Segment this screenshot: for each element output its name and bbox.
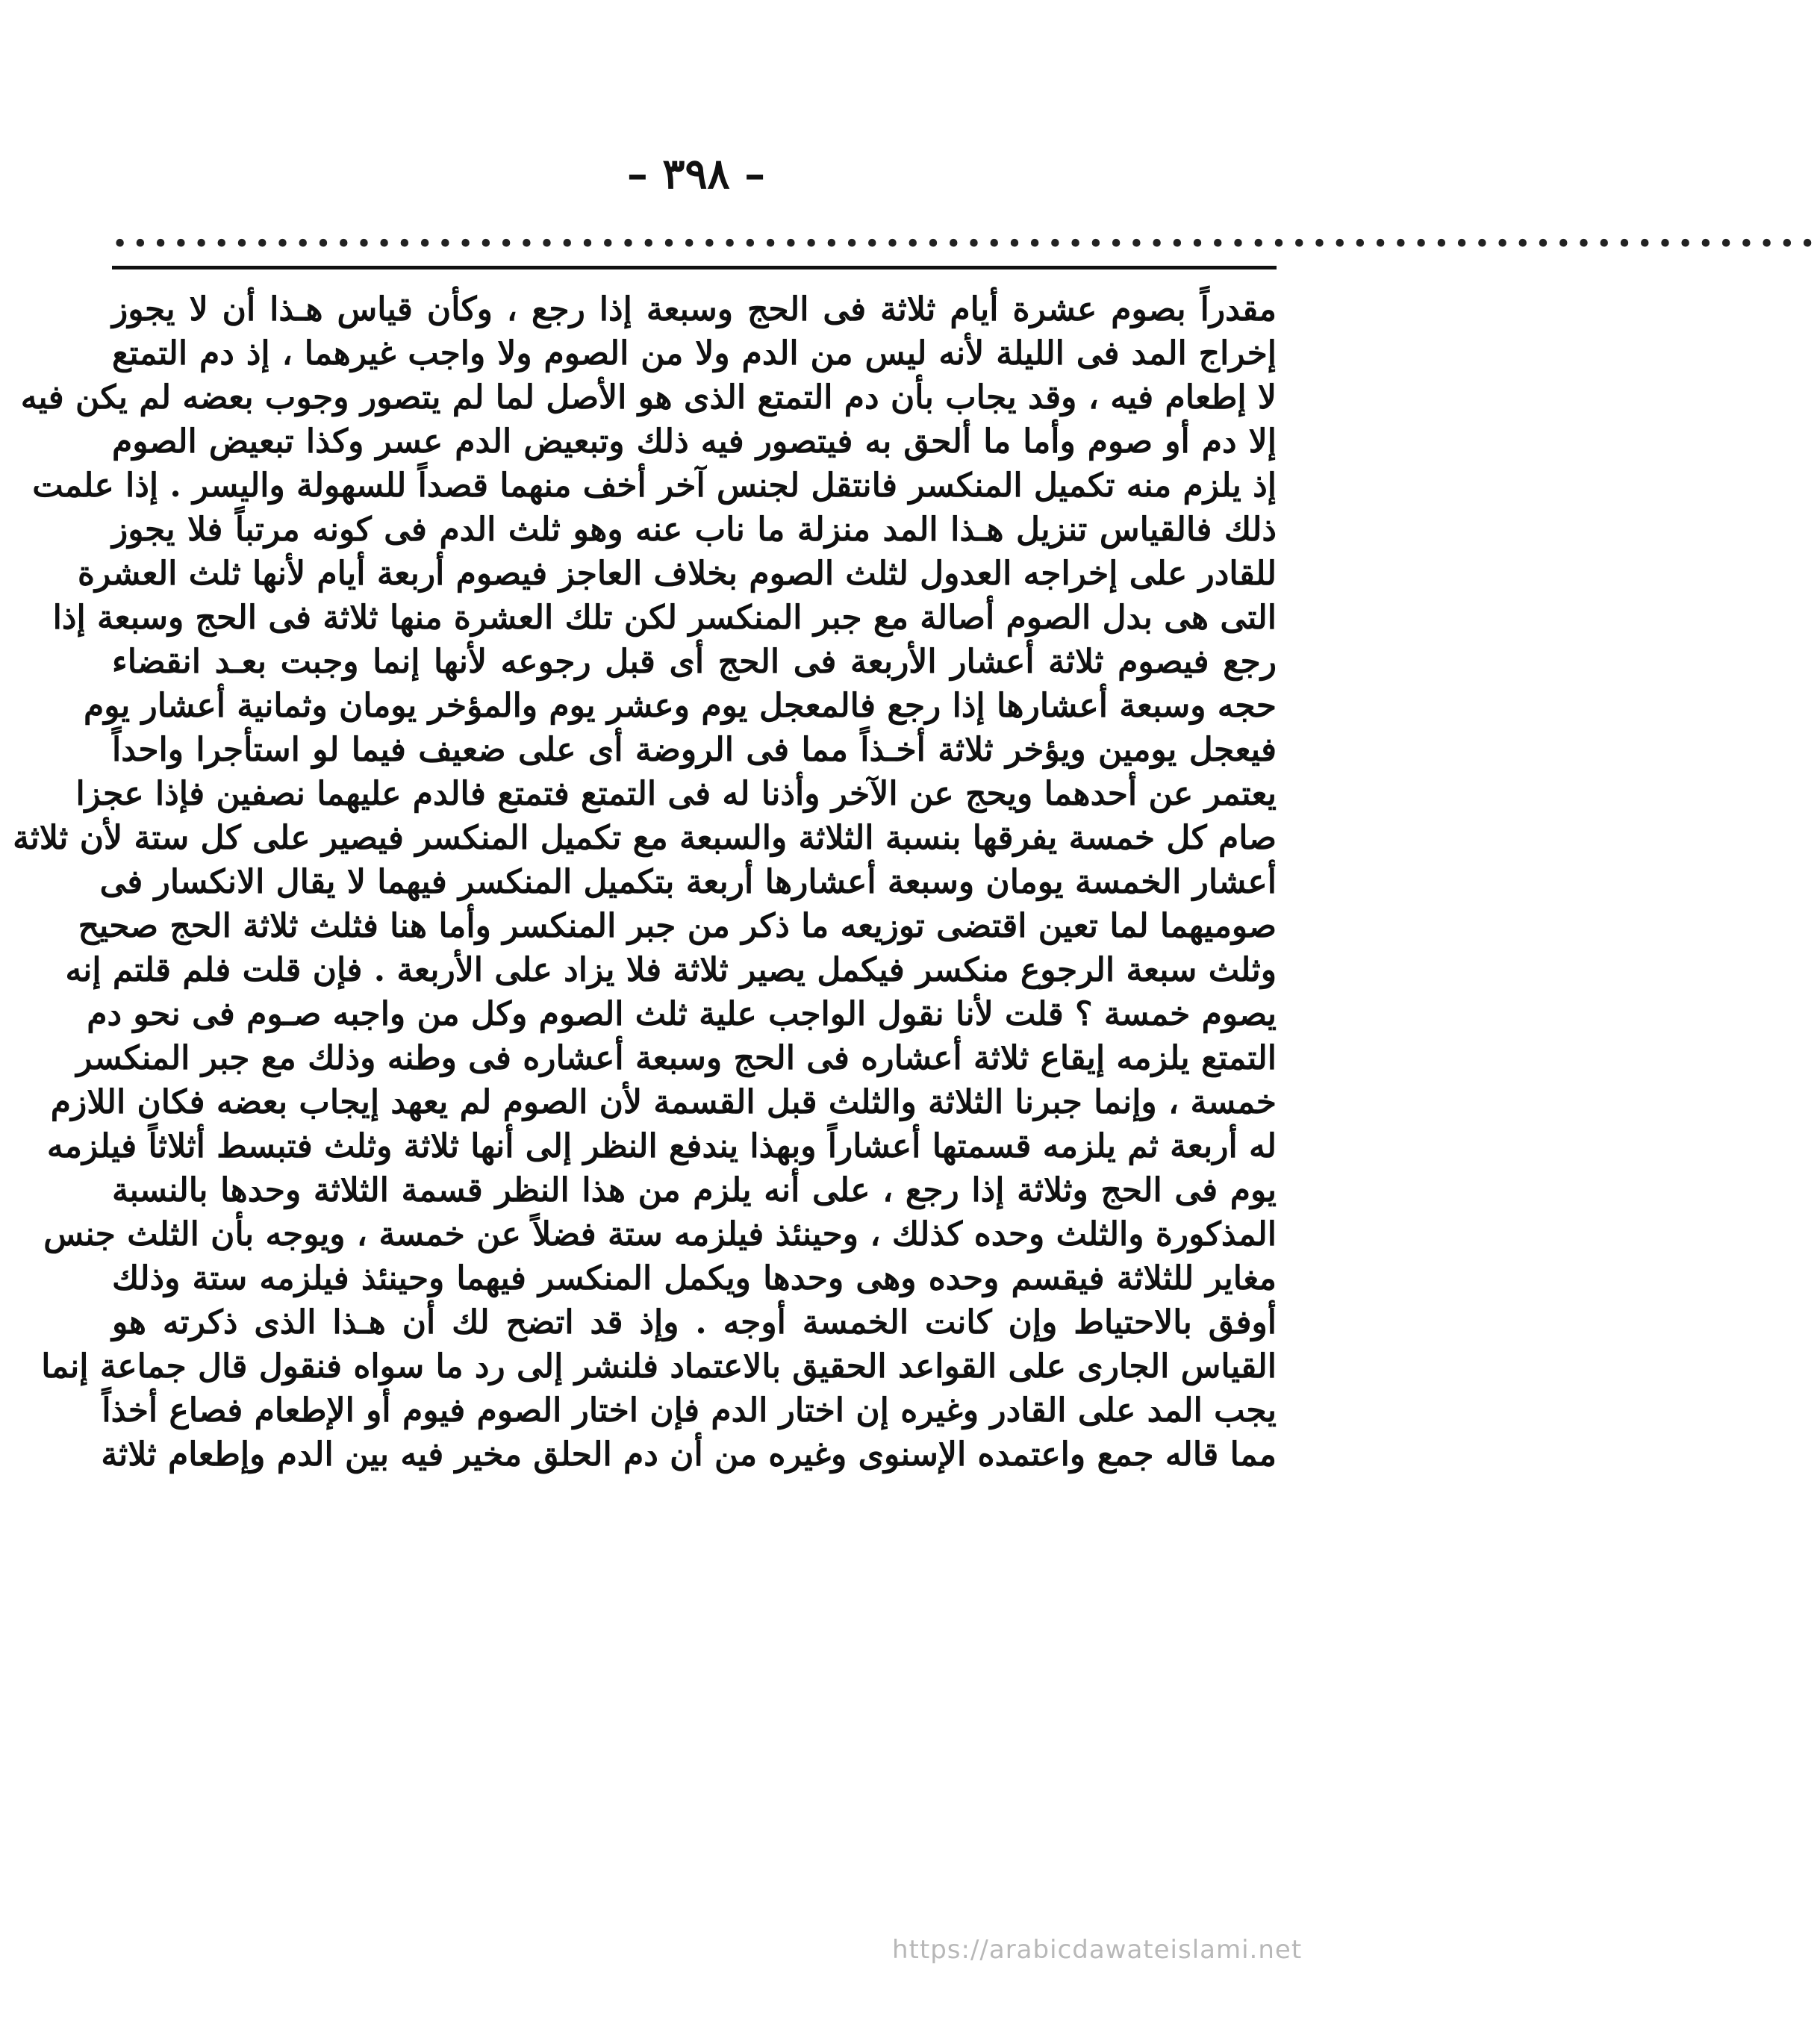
text-line: أوفق بالاحتياط وإن كانت الخمسة أوجه . وإذ قد اتضح لك أن هـذا الذى ذكرته هو (112, 1303, 1277, 1341)
text-line: ذلك فالقياس تنزيل هـذا المد منزلة ما ناب عنه وهو ثلث الدم فى كونه مرتباً فلا يجوز (112, 511, 1277, 549)
solid-divider (112, 266, 1277, 269)
dotted-divider: •••••••••••••••••••••••••••••••••••••••••••••••••••••••••••••••••••••••••••••••••••• (112, 229, 1820, 260)
page-number: – ٣٩٨ – (626, 149, 766, 199)
text-line: فيعجل يومين ويؤخر ثلاثة أخـذاً مما فى الروضة أى على ضعيف فيما لو استأجرا واحداً (112, 731, 1277, 769)
text-line: صوميهما لما تعين اقتضى توزيعه ما ذكر من جبر المنكسر وأما هنا فثلث ثلاثة الحج صحيح (78, 907, 1277, 945)
text-line: إذ يلزم منه تكميل المنكسر فانتقل لجنس آخر أخف منهما قصداً للسهولة واليسر . إذا علمت (32, 467, 1277, 505)
text-line: القياس الجارى على القواعد الحقيق بالاعتماد فلنشر إلى رد ما سواه فنقول قال جماعة إنما (41, 1347, 1277, 1386)
watermark-url: https://arabicdawateislami.net (892, 1935, 1303, 1965)
text-line: صام كل خمسة يفرقها بنسبة الثلاثة والسبعة مع تكميل المنكسر فيصير على كل ستة لأن ثلاثة (13, 819, 1277, 857)
text-line: حجه وسبعة أعشارها إذا رجع فالمعجل يوم وعشر يوم والمؤخر يومان وثمانية أعشار يوم (84, 687, 1277, 725)
text-line: لا إطعام فيه ، وقد يجاب بأن دم التمتع الذى هو الأصل لما لم يتصور وجوب بعضه لم يكن فيه (20, 378, 1277, 417)
text-line: وثلث سبعة الرجوع منكسر فيكمل يصير ثلاثة فلا يزاد على الأربعة . فإن قلت فلم قلتم إنه (65, 951, 1277, 989)
text-line: مغاير للثلاثة فيقسم وحده وهى وحدها ويكمل المنكسر فيهما وحينئذ فيلزمه ستة وذلك (112, 1259, 1277, 1297)
text-line: مقدراً بصوم عشرة أيام ثلاثة فى الحج وسبعة إذا رجع ، وكأن قياس هـذا أن لا يجوز (112, 290, 1277, 328)
text-line: المذكورة والثلث وحده كذلك ، وحينئذ فيلزمه ستة فضلاً عن خمسة ، ويوجه بأن الثلث جنس (43, 1215, 1277, 1253)
text-line: يعتمر عن أحدهما ويحج عن الآخر وأذنا له فى التمتع فتمتع فالدم عليهما نصفين فإذا عجزا (75, 775, 1277, 813)
text-line: رجع فيصوم ثلاثة أعشار الأربعة فى الحج أى قبل رجوعه لأنها إنما وجبت بعـد انقضاء (112, 643, 1277, 681)
text-line: يصوم خمسة ؟ قلت لأنا نقول الواجب علية ثلث الصوم وكل من واجبه صـوم فى نحو دم (87, 995, 1277, 1033)
text-line: خمسة ، وإنما جبرنا الثلاثة والثلث قبل القسمة لأن الصوم لم يعهد إيجاب بعضه فكان اللازم (50, 1083, 1277, 1121)
text-line: مما قاله جمع واعتمده الإسنوى وغيره من أن دم الحلق مخير فيه بين الدم وإطعام ثلاثة (101, 1436, 1277, 1474)
text-line: أعشار الخمسة يومان وسبعة أعشارها أربعة بتكميل المنكسر فيهما لا يقال الانكسار فى (99, 863, 1277, 901)
text-line: يجب المد على القادر وغيره إن اختار الدم فإن اختار الصوم فيوم أو الإطعام فصاع أخذاً (102, 1391, 1277, 1430)
text-line: التمتع يلزمه إيقاع ثلاثة أعشاره فى الحج وسبعة أعشاره فى وطنه وذلك مع جبر المنكسر (76, 1039, 1277, 1077)
text-line: يوم فى الحج وثلاثة إذا رجع ، على أنه يلزم من هذا النظر قسمة الثلاثة وحدها بالنسبة (112, 1171, 1277, 1209)
text-line: التى هى بدل الصوم أصالة مع جبر المنكسر لكن تلك العشرة منها ثلاثة فى الحج وسبعة إذا (52, 599, 1277, 637)
text-line: له أربعة ثم يلزمه قسمتها أعشاراً وبهذا يندفع النظر إلى أنها ثلاثة وثلث فتبسط أثلاثاً فيلزمه (46, 1127, 1277, 1165)
text-line: للقادر على إخراجه العدول لثلث الصوم بخلاف العاجز فيصوم أربعة أيام لأنها ثلث العشرة (77, 555, 1277, 593)
body-text (13, 287, 1277, 1952)
text-line: إلا دم أو صوم وأما ما ألحق به فيتصور فيه ذلك وتبعيض الدم عسر وكذا تبعيض الصوم (112, 423, 1277, 461)
text-line: إخراج المد فى الليلة لأنه ليس من الدم ولا من الصوم ولا واجب غيرهما ، إذ دم التمتع (112, 334, 1277, 373)
